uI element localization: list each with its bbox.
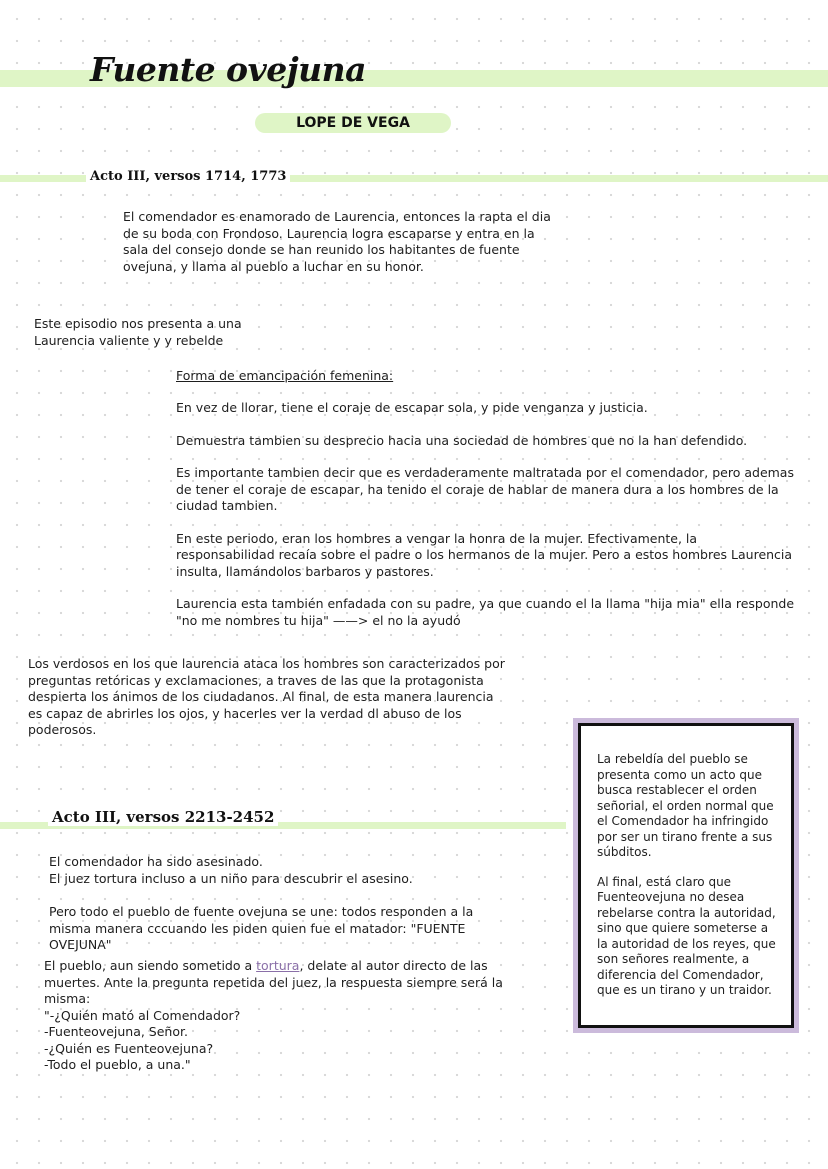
dialog-line-3: -¿Quién es Fuenteovejuna? xyxy=(44,1040,214,1056)
dialog-line-4: -Todo el pueblo, a una." xyxy=(44,1057,191,1072)
dialog xyxy=(44,1008,504,1074)
page-title: Fuente ovejuna xyxy=(90,50,367,89)
point-1: En vez de llorar, tiene el coraje de escapar sola, y pide venganza y justicia. xyxy=(176,400,648,415)
sidebox-paragraph-1: La rebeldía del pueblo se presenta como un acto que busca restablecer el orden señorial, el orden normal que el Comendador ha infringido por ser un tirano frente a sus súbditos. xyxy=(597,752,774,859)
section1-intro: Este episodio nos presenta a una Laurencia valiente y y rebelde xyxy=(34,316,242,348)
para3-before: El pueblo, aun siendo sometido a xyxy=(44,958,257,973)
dialog-line-2: -Fuenteovejuna, Señor. xyxy=(44,1024,188,1039)
point-3: Es importante tambien decir que es verdaderamente maltratada por el comendador, pero ademas de tener el coraje de escapar, ha tenido el coraje de hablar de manera dura a los hombres de la ciudad tambien. xyxy=(176,465,794,513)
section2-intro xyxy=(49,854,519,887)
section2-paragraph-2: Pero todo el pueblo de fuente ovejuna se une: todos responden a la misma manera cccuando les piden quien fue el matador: "FUENTE OVEJUNA" xyxy=(49,904,474,952)
point-2: Demuestra tambien su desprecio hacia una sociedad de hombres que no la han defendido. xyxy=(176,432,748,448)
author-label: LOPE DE VEGA xyxy=(255,113,451,133)
section1-summary: El comendador es enamorado de Laurencia, entonces la rapta el dia de su boda con Frondoso. Laurencia logra escaparse y entra en la sala del consejo donde se han reunido los habitantes de fuente ovejuna, y llama al pueblo a luchar en su honor. xyxy=(123,209,551,274)
summary-box-inner xyxy=(578,723,794,1028)
para3-highlight: tortura xyxy=(256,958,300,973)
point-5: Laurencia esta también enfadada con su padre, ya que cuando el la llama "hija mia" ella responde "no me nombres tu hija" ——> el no la ayudó xyxy=(176,596,795,628)
section2-line-2: El juez tortura incluso a un niño para descubrir el asesino. xyxy=(49,870,413,886)
section1-subheading: Forma de emancipación femenina: xyxy=(176,368,394,383)
section1-closing: Los verdosos en los que laurencia ataca los hombres son caracterizados por preguntas retóricas y exclamaciones, a traves de las que la protagonista despierta los ánimos de los ciudadanos. Al final, de esta manera laurencia es capaz de abrirles los ojos, y hacerles ver la verdad dl abuso de los poderosos. xyxy=(28,656,505,737)
section2-line-1: El comendador ha sido asesinado. xyxy=(49,854,263,869)
para3-after: , delate al autor directo de las muertes. Ante la pregunta repetida del juez, la respuesta siempre será la misma: xyxy=(44,958,503,1006)
dialog-line-1: "-¿Quién mató al Comendador? xyxy=(44,1007,241,1023)
section1-points xyxy=(176,400,796,645)
summary-box xyxy=(573,718,799,1033)
section2-paragraph-3 xyxy=(44,958,504,1074)
sidebox-paragraph-2: Al final, está claro que Fuenteovejuna no desea rebelarse contra la autoridad, sino que quiere someterse a la autoridad de los reyes, que son señores realmente, a diferencia del Comendador, que es un tirano y un traidor. xyxy=(597,874,776,997)
point-4: En este periodo, eran los hombres a vengar la honra de la mujer. Efectivamente, la responsabilidad recaía sobre el padre o los hermanos de la mujer. Pero a estos hombres Laurencia insulta, llamándolos barbaros y pastores. xyxy=(176,530,793,579)
section2-heading: Acto III, versos 2213-2452 xyxy=(48,808,278,826)
section1-heading: Acto III, versos 1714, 1773 xyxy=(86,169,290,184)
